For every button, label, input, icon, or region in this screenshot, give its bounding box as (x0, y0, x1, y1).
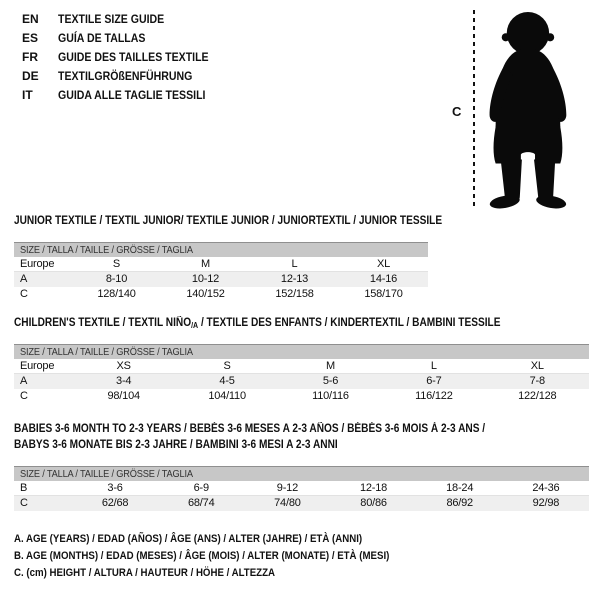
size-cell: 18-24 (417, 481, 503, 496)
table-row (14, 257, 428, 272)
size-header-band (14, 243, 428, 257)
junior-section-title: JUNIOR TEXTILE / TEXTIL JUNIOR/ TEXTILE JUNIOR / JUNIORTEXTIL / JUNIOR TESSILE (14, 215, 443, 227)
size-cell: XL (486, 359, 589, 374)
size-cell: S (72, 257, 161, 272)
language-row (22, 66, 229, 85)
size-cell: 3-6 (72, 481, 158, 496)
language-list (22, 9, 229, 104)
size-cell: 3-4 (72, 374, 175, 389)
silhouette-head (507, 12, 549, 54)
size-cell: 92/98 (503, 496, 589, 511)
table-row (14, 287, 428, 302)
size-cell: S (175, 359, 278, 374)
row-label: Europe (14, 359, 72, 374)
size-cell: L (382, 359, 485, 374)
legend-line-c: C. (cm) HEIGHT / ALTURA / HAUTEUR / HÖHE / ALTEZZA (14, 567, 276, 579)
size-cell: 12-13 (250, 272, 339, 287)
size-cell: 122/128 (518, 390, 557, 402)
size-cell: 12-18 (330, 481, 416, 496)
language-label: GUIDA ALLE TAGLIE TESSILI (58, 87, 206, 102)
size-cell: 98/104 (107, 390, 140, 402)
size-cell: M (161, 257, 250, 272)
size-cell: 158/170 (364, 288, 403, 300)
size-cell: 5-6 (279, 374, 382, 389)
size-cell: 86/92 (417, 496, 503, 511)
language-code: DE (22, 68, 39, 83)
babies-size-table (14, 466, 589, 511)
language-label: GUÍA DE TALLAS (58, 30, 146, 45)
size-header-band (14, 467, 589, 481)
size-header-label: SIZE / TALLA / TAILLE / GRÖSSE / TAGLIA (20, 345, 193, 358)
legend-line-b: B. AGE (MONTHS) / EDAD (MESES) / ÂGE (MOIS) / ALTER (MONATE) / ETÀ (MESI) (14, 550, 390, 562)
size-header-label: SIZE / TALLA / TAILLE / GRÖSSE / TAGLIA (20, 243, 193, 256)
language-label: GUIDE DES TAILLES TEXTILE (58, 49, 209, 64)
size-header-band (14, 345, 589, 359)
legend-line-a: A. AGE (YEARS) / EDAD (AÑOS) / ÂGE (ANS) / ALTER (JAHRE) / ETÀ (ANNI) (14, 533, 363, 545)
row-label: C (20, 288, 28, 300)
size-cell: 128/140 (97, 288, 136, 300)
size-cell: M (279, 359, 382, 374)
size-cell: 8-10 (72, 272, 161, 287)
height-dashed-line (473, 10, 475, 210)
language-row (22, 47, 229, 66)
height-measure-label: C (452, 104, 462, 119)
language-label: TEXTILGRÖßENFÜHRUNG (58, 68, 193, 83)
table-row (14, 272, 428, 287)
language-code: ES (22, 30, 39, 45)
row-label: A (14, 374, 72, 389)
language-code: IT (22, 87, 33, 102)
measurement-legend (14, 531, 441, 582)
table-row (14, 389, 589, 404)
children-size-table (14, 344, 589, 404)
size-cell: 10-12 (161, 272, 250, 287)
size-cell: 116/122 (415, 390, 453, 402)
size-cell: 62/68 (72, 496, 158, 511)
row-label: A (14, 272, 72, 287)
toddler-silhouette-icon (487, 8, 579, 210)
size-cell: 152/158 (275, 288, 314, 300)
language-row (22, 9, 229, 28)
title-subscript: /A (191, 321, 199, 330)
table-row (14, 374, 589, 389)
size-cell: 24-36 (503, 481, 589, 496)
size-cell: 140/152 (186, 288, 225, 300)
row-label: Europe (14, 257, 72, 272)
language-row (22, 28, 229, 47)
size-cell: 110/116 (312, 390, 349, 402)
size-cell: XS (72, 359, 175, 374)
silhouette-shorts (494, 109, 563, 164)
junior-size-table (14, 242, 428, 302)
size-cell: 4-5 (175, 374, 278, 389)
row-label: C (20, 390, 28, 402)
size-cell: 6-7 (382, 374, 485, 389)
table-row (14, 481, 589, 496)
language-code: FR (22, 49, 38, 64)
language-label: TEXTILE SIZE GUIDE (58, 11, 165, 26)
size-cell: 7-8 (486, 374, 589, 389)
size-cell: 9-12 (244, 481, 330, 496)
size-cell: 68/74 (158, 496, 244, 511)
size-cell: 14-16 (339, 272, 428, 287)
size-cell: 6-9 (158, 481, 244, 496)
babies-section-title-line2: BABYS 3-6 MONATE BIS 2-3 JAHRE / BAMBINI 3-6 MESI A 2-3 ANNI (14, 439, 338, 451)
size-cell: XL (339, 257, 428, 272)
size-cell: L (250, 257, 339, 272)
size-cell: 104/110 (208, 390, 246, 402)
size-cell: 74/80 (244, 496, 330, 511)
size-cell: 80/86 (330, 496, 416, 511)
children-section-title: CHILDREN'S TEXTILE / TEXTIL $NIÑO_{/A}$ / TEXTILE DES ENFANTS / KINDERTEXTIL / BAMBINI TESSILE (14, 317, 501, 330)
row-label: B (14, 481, 72, 496)
language-code: EN (22, 11, 39, 26)
language-row (22, 85, 229, 104)
size-header-label: SIZE / TALLA / TAILLE / GRÖSSE / TAGLIA (20, 467, 193, 480)
table-row (14, 359, 589, 374)
row-label: C (14, 496, 72, 511)
table-row (14, 496, 589, 511)
babies-section-title-line1: BABIES 3-6 MONTH TO 2-3 YEARS / BEBÉS 3-6 MESES A 2-3 AÑOS / BÉBÉS 3-6 MOIS À 2-3 ANS / (14, 423, 486, 435)
